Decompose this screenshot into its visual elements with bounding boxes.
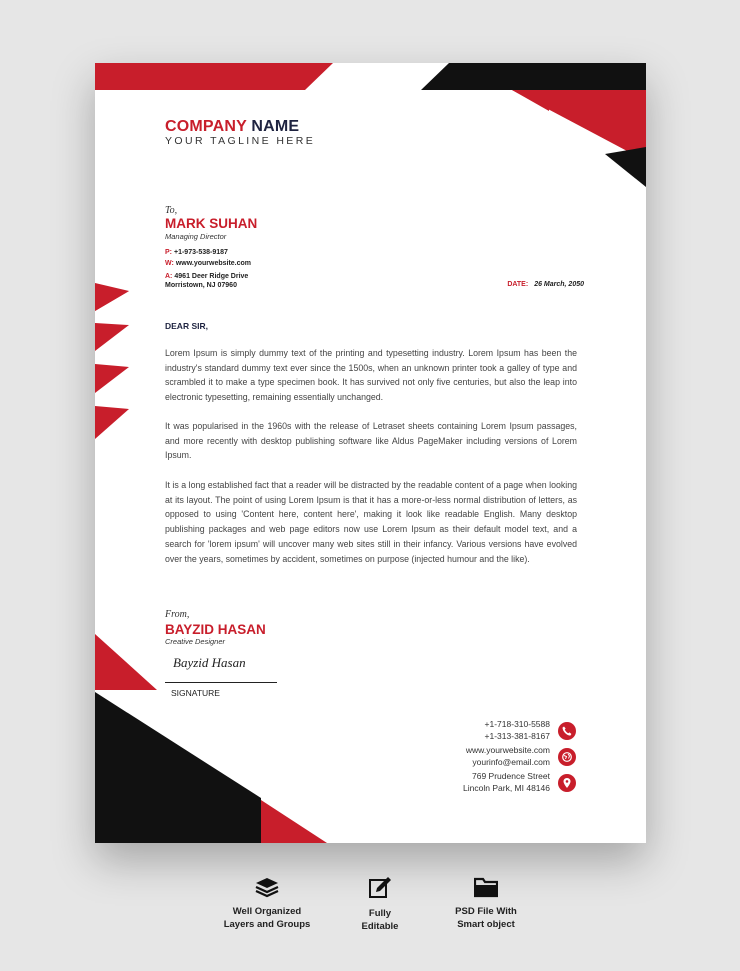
feature-psd-line1: PSD File With xyxy=(455,906,517,917)
location-pin-icon xyxy=(558,774,576,792)
footer-address xyxy=(463,771,550,794)
letter-date xyxy=(507,281,584,288)
company-tagline: YOUR TAGLINE HERE xyxy=(165,135,316,147)
recipient-address xyxy=(165,273,248,280)
company-name-part2: NAME xyxy=(251,118,300,135)
phone-value: +1-973-538-9187 xyxy=(174,249,228,256)
feature-editable xyxy=(345,876,415,933)
phone-icon xyxy=(558,722,576,740)
folder-icon xyxy=(474,876,498,898)
feature-layers-line1: Well Organized xyxy=(232,906,302,917)
feature-psd-line2: Smart object xyxy=(457,918,515,930)
letterhead-page xyxy=(95,63,646,843)
signature-line xyxy=(165,682,277,683)
body-paragraph: Lorem Ipsum is simply dummy text of the printing and typesetting industry. Lorem Ipsum has been the industry's standard dummy text ever since the 1500s, when an unknown printer took a galley of type and scrambled it to make a type specimen book. It has survived not only five centuries, but also the leap into electronic typesetting, remaining essentially unchanged. xyxy=(165,348,577,403)
sender-title: Creative Designer xyxy=(165,637,226,646)
date-label: DATE: xyxy=(507,281,529,288)
company-name-part1: COMPANY xyxy=(165,118,247,135)
footer-address-1: 769 Prudence Street xyxy=(472,771,550,781)
footer-address-2: Lincoln Park, MI 48146 xyxy=(463,782,550,793)
recipient-website xyxy=(165,260,251,267)
footer-phone-2: +1-313-381-8167 xyxy=(484,730,550,741)
recipient-phone xyxy=(165,249,228,256)
signature-label: SIGNATURE xyxy=(171,688,220,698)
company-name xyxy=(165,118,299,136)
signature-handwriting: Bayzid Hasan xyxy=(173,655,246,670)
to-label: To, xyxy=(165,205,178,216)
body-paragraph: It is a long established fact that a reader will be distracted by the readable content of a page when looking at its layout. The point of using Lorem Ipsum is that it has a more-or-less normal distribution of letters, as opposed to using 'Content here, content here', making it look like readable English. Many desktop publishing packages and web page editors now use Lorem Ipsum as their default model text, and a search for 'lorem ipsum' will uncover many web sites still in their infancy. Various versions have evolved over the years, sometimes by accident, sometimes on purpose (injected humour and the like). xyxy=(165,480,577,564)
body-paragraph: It was popularised in the 1960s with the release of Letraset sheets containing Lorem Ipsum passages, and more recently with desktop publishing software like Aldus PageMaker including versions of Lorem Ipsum. xyxy=(165,421,577,461)
edit-icon xyxy=(368,876,392,900)
feature-layers xyxy=(215,876,319,931)
recipient-name: MARK SUHAN xyxy=(165,216,258,231)
feature-editable-line2: Editable xyxy=(361,920,399,932)
salutation: DEAR SIR, xyxy=(165,321,208,331)
phone-key: P: xyxy=(165,249,172,256)
feature-layers-line2: Layers and Groups xyxy=(223,918,311,930)
from-label: From, xyxy=(165,609,190,620)
layers-icon xyxy=(254,876,280,898)
sender-name: BAYZID HASAN xyxy=(165,622,266,637)
address-line1: 4961 Deer Ridge Drive xyxy=(174,273,249,280)
footer-phones xyxy=(485,719,550,742)
recipient-title: Managing Director xyxy=(165,232,227,241)
footer-web xyxy=(466,745,550,768)
footer-email: yourinfo@email.com xyxy=(472,756,550,767)
footer-website: www.yourwebsite.com xyxy=(465,745,550,755)
date-value: 26 March, 2050 xyxy=(534,281,584,288)
web-key: W: xyxy=(165,260,174,267)
globe-icon xyxy=(558,748,576,766)
feature-editable-line1: Fully xyxy=(368,908,392,919)
feature-psd xyxy=(446,876,526,931)
address-key: A: xyxy=(165,273,173,280)
web-value: www.yourwebsite.com xyxy=(175,260,252,267)
footer-phone-1: +1-718-310-5588 xyxy=(484,719,550,729)
recipient-address-line2: Morristown, NJ 07960 xyxy=(165,282,237,289)
